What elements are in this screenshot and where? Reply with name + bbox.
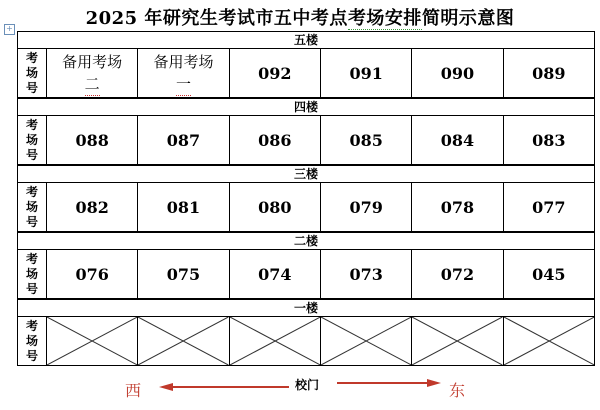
exam-room-cell: 084 xyxy=(412,116,503,164)
floor-header: 四楼 xyxy=(17,98,595,115)
exam-room-cell: 074 xyxy=(230,250,321,298)
exam-room-cell: 080 xyxy=(230,183,321,231)
spare-room-label: 备用考场 xyxy=(62,52,123,71)
room-number-label xyxy=(18,49,47,97)
unused-room-cell xyxy=(412,317,503,365)
cross-out-icon xyxy=(138,317,228,365)
room-number-label xyxy=(18,317,47,365)
room-number-label xyxy=(18,250,47,298)
exam-room-cell: 075 xyxy=(138,250,229,298)
room-number-label-char: 号 xyxy=(25,80,38,95)
exam-room-cell: 087 xyxy=(138,116,229,164)
table-move-handle-icon[interactable]: + xyxy=(4,24,15,35)
exam-room-cell: 045 xyxy=(532,264,566,284)
unused-room-cell xyxy=(138,317,229,365)
room-number-label xyxy=(18,183,47,231)
exam-room-cell: 072 xyxy=(412,250,503,298)
floor-header: 三楼 xyxy=(17,165,595,182)
title-underlined: 考场安排 xyxy=(347,8,422,29)
school-gate-label: 校门 xyxy=(295,378,320,392)
arrow-left-icon xyxy=(159,382,289,392)
unused-room-cell xyxy=(230,317,321,365)
room-number-label-char: 场 xyxy=(25,333,38,348)
exam-room-cell: 078 xyxy=(412,183,503,231)
exam-room-cell: 076 xyxy=(47,250,138,298)
exam-room-cell: 077 xyxy=(532,197,566,217)
west-label: 西 xyxy=(125,381,142,400)
east-label: 东 xyxy=(449,381,466,400)
exam-room-cell: 082 xyxy=(47,183,138,231)
unused-room-cell xyxy=(47,317,138,365)
room-number-label-char: 场 xyxy=(25,266,38,281)
exam-room-cell: 083 xyxy=(532,130,566,150)
document-title xyxy=(0,4,600,30)
exam-room-cell: 085 xyxy=(321,116,412,164)
floor-header: 五楼 xyxy=(17,31,595,48)
cross-out-icon xyxy=(504,317,594,365)
unused-room-cell xyxy=(504,317,594,365)
spare-room-number: 二 xyxy=(85,73,100,96)
unused-room-cell xyxy=(321,317,412,365)
floor-header: 一楼 xyxy=(17,299,595,316)
exam-room-cell: 089 xyxy=(532,63,566,83)
title-prefix: 2025 年研究生考试市五中考点 xyxy=(85,8,348,29)
floor-header: 二楼 xyxy=(17,232,595,249)
compass-footer xyxy=(17,372,595,406)
floor-row xyxy=(17,316,595,366)
spare-room-number: 一 xyxy=(176,73,191,96)
floor-plan-table xyxy=(17,31,595,366)
spare-room-label: 备用考场 xyxy=(153,52,214,71)
room-number-label-char: 考 xyxy=(25,50,38,65)
room-number-label xyxy=(18,116,47,164)
room-number-label-char: 考 xyxy=(25,318,38,333)
floor-row xyxy=(17,182,595,232)
cross-out-icon xyxy=(230,317,320,365)
arrow-right-icon xyxy=(337,378,441,388)
cross-out-icon xyxy=(321,317,411,365)
exam-room-cell: 086 xyxy=(230,116,321,164)
room-number-label-char: 考 xyxy=(25,184,38,199)
room-number-label-char: 号 xyxy=(25,214,38,229)
room-number-label-char: 号 xyxy=(25,147,38,162)
exam-room-cell: 088 xyxy=(47,116,138,164)
exam-room-cell: 073 xyxy=(321,250,412,298)
room-number-label-char: 考 xyxy=(25,117,38,132)
floor-row xyxy=(17,48,595,98)
exam-room-cell: 081 xyxy=(138,183,229,231)
room-number-label-char: 场 xyxy=(25,65,38,80)
room-number-label-char: 号 xyxy=(25,348,38,363)
exam-room-cell: 079 xyxy=(321,183,412,231)
exam-room-cell: 092 xyxy=(230,49,321,97)
spare-room-cell xyxy=(47,49,138,97)
cross-out-icon xyxy=(47,317,137,365)
room-number-label-char: 场 xyxy=(25,199,38,214)
exam-room-cell: 090 xyxy=(412,49,503,97)
room-number-label-char: 场 xyxy=(25,132,38,147)
cross-out-icon xyxy=(412,317,502,365)
exam-room-cell: 091 xyxy=(321,49,412,97)
floor-row xyxy=(17,115,595,165)
title-suffix: 简明示意图 xyxy=(421,8,515,29)
floor-row xyxy=(17,249,595,299)
room-number-label-char: 考 xyxy=(25,251,38,266)
spare-room-cell xyxy=(138,49,229,97)
room-number-label-char: 号 xyxy=(25,281,38,296)
